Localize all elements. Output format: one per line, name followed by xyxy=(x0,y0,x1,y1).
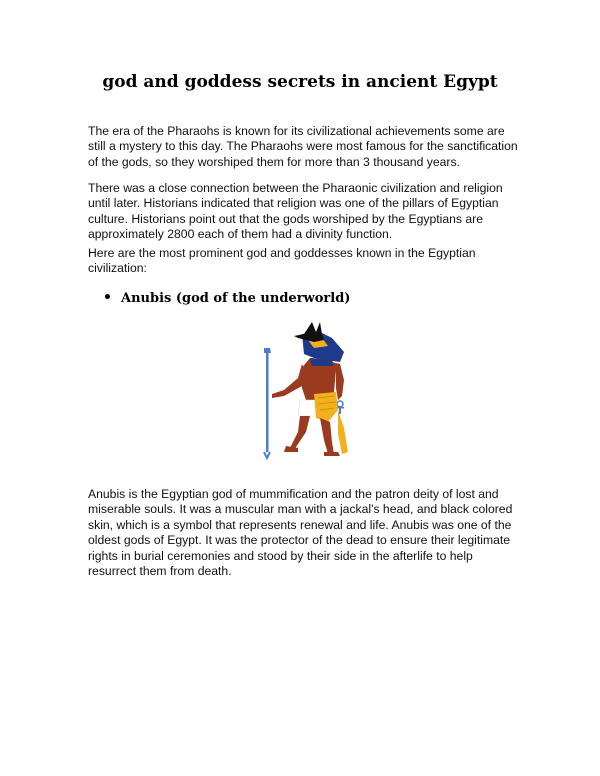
page-title: god and goddess secrets in ancient Egypt xyxy=(102,72,498,92)
paragraph-anubis: Anubis is the Egyptian god of mummification and the patron deity of lost and miserable souls. It was a muscular man with a jackal's head, and black colored skin, which is a symbol that represents renewal and life. Anubis was one of the oldest gods of Egypt. It was the protector of the dead to ensure their legitimate rights in burial ceremonies and stood by their side in the afterlife to help resurrect them from death. xyxy=(88,487,513,579)
was-scepter-icon xyxy=(264,348,271,458)
paragraph-intro: The era of the Pharaohs is known for its civilizational achievements some are still a mystery to this day. The Pharaohs were most famous for the sanctification of the gods, so they worshiped them for more than 3 thousand years. xyxy=(88,124,518,169)
bullet-heading: Anubis (god of the underworld) xyxy=(121,291,351,306)
paragraph-religion: There was a close connection between the Pharaonic civilization and religion until later. Historians indicated that religion was one of the pillars of Egyptian culture. Historians point out that the gods worshiped by the Egyptians are approximately 2800 each of them had a divinity function. xyxy=(88,181,503,242)
paragraph-prominent-gods: Here are the most prominent god and goddesses known in the Egyptian civilization: xyxy=(88,246,476,276)
bullet-item-anubis xyxy=(105,291,350,306)
anubis-figure xyxy=(254,318,354,460)
bullet-icon xyxy=(105,294,110,299)
